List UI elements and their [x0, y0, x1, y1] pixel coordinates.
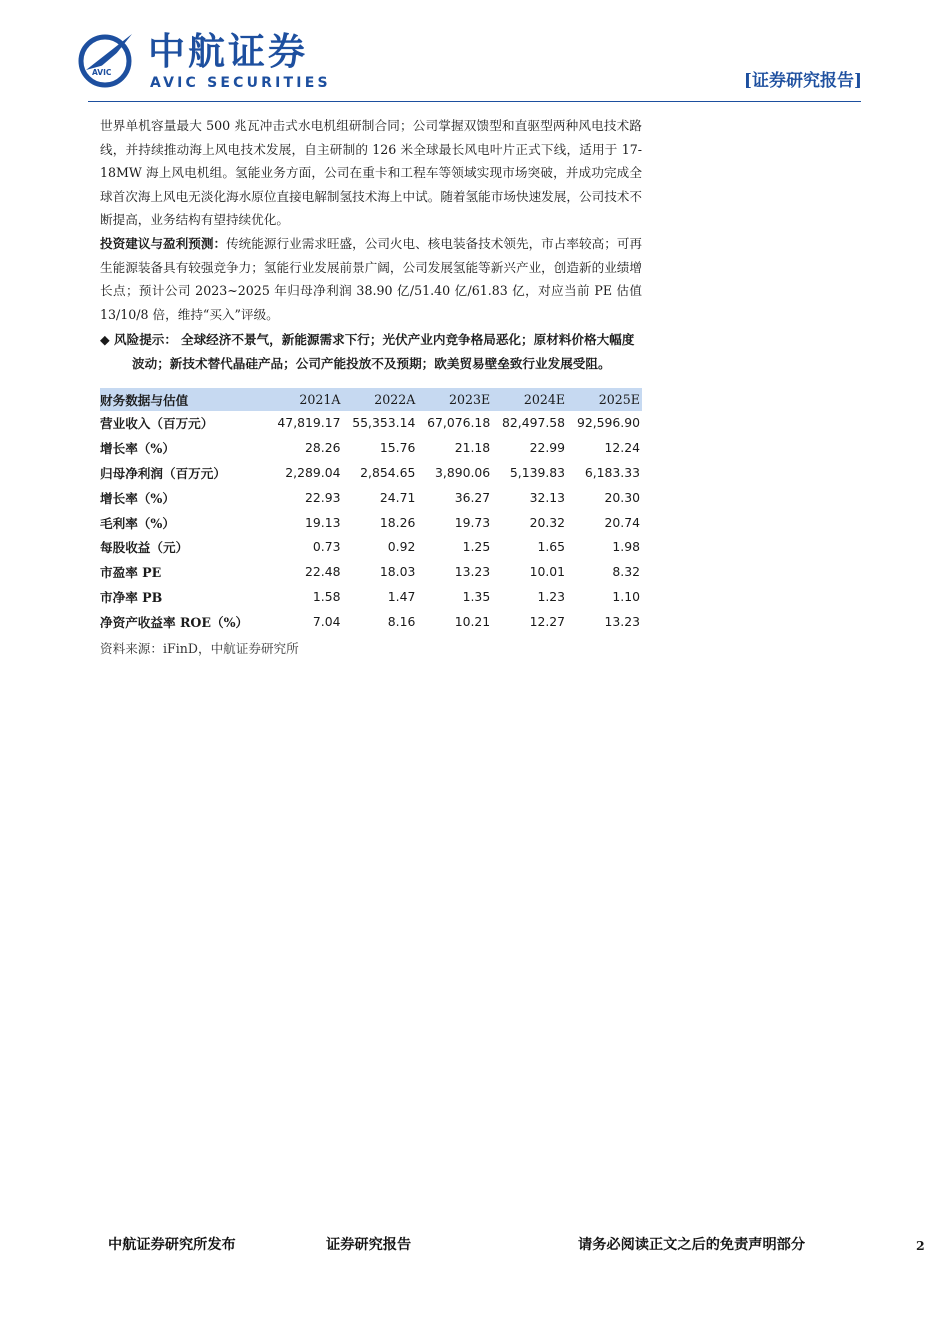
table-cell: 1.47 — [387, 589, 416, 604]
table-cell: 28.26 — [305, 440, 341, 456]
page-number: 2 — [916, 1238, 925, 1253]
table-row — [100, 411, 642, 436]
year-header: 2024E — [492, 388, 567, 411]
year-header: 2025E — [567, 388, 642, 411]
table-cell: 12.27 — [529, 613, 566, 629]
table-row — [100, 535, 642, 560]
row-label: 营业收入（百万元） — [100, 416, 214, 432]
table-cell: 18.26 — [379, 514, 416, 530]
table-cell: 10.21 — [454, 613, 491, 629]
table-cell: 47,819.17 — [277, 415, 341, 431]
data-source-note: 资料来源：iFinD，中航证券研究所 — [100, 640, 299, 656]
risk-text: 全球经济不景气，新能源需求下行；光伏产业内竞争格局恶化；原材料价格大幅度波动；新技术替代晶硅产品；公司产能投放不及预期；欧美贸易壁垒致行业发展受阻。 — [132, 332, 635, 371]
table-cell: 1.10 — [612, 589, 640, 604]
table-cell: 92,596.90 — [576, 415, 640, 431]
table-cell: 6,183.33 — [584, 465, 640, 481]
row-label: 市盈率 PE — [100, 565, 162, 581]
logo-text: AVIC — [92, 68, 112, 77]
table-cell: 20.74 — [604, 514, 640, 530]
table-cell: 19.13 — [305, 514, 341, 530]
table-cell: 19.73 — [454, 514, 491, 530]
table-cell: 21.18 — [454, 440, 491, 456]
table-cell: 5,139.83 — [509, 465, 566, 481]
main-content — [100, 114, 642, 657]
avic-logo-icon — [78, 30, 136, 88]
table-cell: 7.04 — [312, 613, 341, 629]
table-cell: 10.01 — [529, 564, 566, 580]
page-header — [0, 0, 950, 105]
table-cell: 0.73 — [312, 539, 341, 555]
table-row — [100, 584, 642, 609]
table-cell: 67,076.18 — [427, 415, 491, 431]
table-row — [100, 435, 642, 460]
table-cell: 82,497.58 — [502, 415, 566, 431]
table-cell: 8.16 — [387, 613, 416, 629]
year-header: 2021A — [268, 388, 343, 411]
row-label: 增长率（%） — [100, 441, 175, 457]
table-cell: 32.13 — [529, 489, 566, 505]
table-row — [100, 609, 642, 634]
investment-advice-text: 传统能源行业需求旺盛，公司火电、核电装备技术领先，市占率较高；可再生能源装备具有较强竞争力；氢能行业发展前景广阔，公司发展氢能等新兴产业，创造新的业绩增长点；预计公司 2023~2025 年归母净利润 38.90 亿/51.40 亿/61.83 亿，对应当前 PE 估值 13/10/8 倍，维持“买入”评级。 — [100, 235, 643, 322]
table-row — [100, 559, 642, 584]
risk-warning — [100, 328, 642, 375]
table-cell: 13.23 — [604, 613, 640, 629]
footer-report-type: 证券研究报告 — [326, 1237, 412, 1253]
company-business-paragraph: 世界单机容量最大 500 兆瓦冲击式水电机组研制合同；公司掌握双馈型和直驱型两种风电技术路线，并持续推动海上风电技术发展，自主研制的 126 米全球最长风电叶片正式下线，适用于 17-18MW 海上风电机组。氢能业务方面，公司在重卡和工程车等领域实现市场突破，并成功完成全球首次海上风电无淡化海水原位直接电解制氢技术海上中试。随着氢能市场快速发展，公司技术不断提高，业务结构有望持续优化。 — [100, 118, 642, 228]
table-cell: 22.48 — [305, 564, 341, 580]
diamond-bullet-icon: ◆ — [100, 332, 110, 348]
table-cell: 22.93 — [305, 489, 341, 505]
table-cell: 1.35 — [462, 589, 491, 604]
row-label: 毛利率（%） — [100, 515, 175, 531]
table-cell: 1.65 — [537, 539, 566, 555]
report-type-tag: [证券研究报告] — [743, 71, 862, 91]
row-label: 归母净利润（百万元） — [100, 466, 226, 482]
table-cell: 13.23 — [454, 564, 491, 580]
header-divider — [88, 101, 861, 102]
table-row — [100, 460, 642, 485]
table-cell: 1.25 — [462, 539, 491, 555]
financial-data-table — [100, 388, 642, 634]
brand-name-cn: 中航证券 — [148, 30, 308, 73]
row-label: 市净率 PB — [100, 590, 163, 605]
table-cell: 1.98 — [612, 539, 640, 555]
table-cell: 8.32 — [612, 564, 640, 580]
table-cell: 36.27 — [454, 489, 491, 505]
table-row — [100, 510, 642, 535]
table-body — [100, 411, 642, 634]
table-cell: 55,353.14 — [352, 415, 416, 431]
footer-publisher: 中航证券研究所发布 — [108, 1237, 236, 1253]
table-cell: 20.32 — [529, 514, 566, 530]
brand-name-en: AVIC SECURITIES — [150, 75, 331, 91]
table-cell: 12.24 — [604, 440, 640, 456]
row-label: 每股收益（元） — [100, 540, 189, 556]
investment-advice-lead: 投资建议与盈利预测： — [100, 235, 227, 251]
table-cell: 15.76 — [379, 440, 416, 456]
table-cell: 2,854.65 — [360, 465, 416, 481]
table-cell: 2,289.04 — [285, 465, 341, 481]
year-header: 2022A — [342, 388, 417, 411]
investment-advice-paragraph — [100, 232, 642, 326]
row-label: 净资产收益率 ROE（%） — [100, 614, 249, 630]
risk-label: 风险提示： — [114, 332, 177, 348]
table-header-row — [100, 388, 642, 411]
table-header-label: 财务数据与估值 — [100, 388, 268, 411]
table-cell: 24.71 — [379, 489, 416, 505]
table-cell: 1.58 — [312, 589, 341, 604]
table-cell: 20.30 — [604, 489, 640, 505]
page-footer — [0, 1226, 950, 1266]
table-cell: 3,890.06 — [435, 465, 491, 481]
table-cell: 18.03 — [379, 564, 416, 580]
table-cell: 1.23 — [537, 589, 566, 604]
row-label: 增长率（%） — [100, 490, 175, 506]
footer-disclaimer-note: 请务必阅读正文之后的免责声明部分 — [578, 1237, 806, 1253]
year-header: 2023E — [417, 388, 492, 411]
table-row — [100, 485, 642, 510]
table-cell: 0.92 — [387, 539, 416, 555]
table-cell: 22.99 — [529, 440, 566, 456]
